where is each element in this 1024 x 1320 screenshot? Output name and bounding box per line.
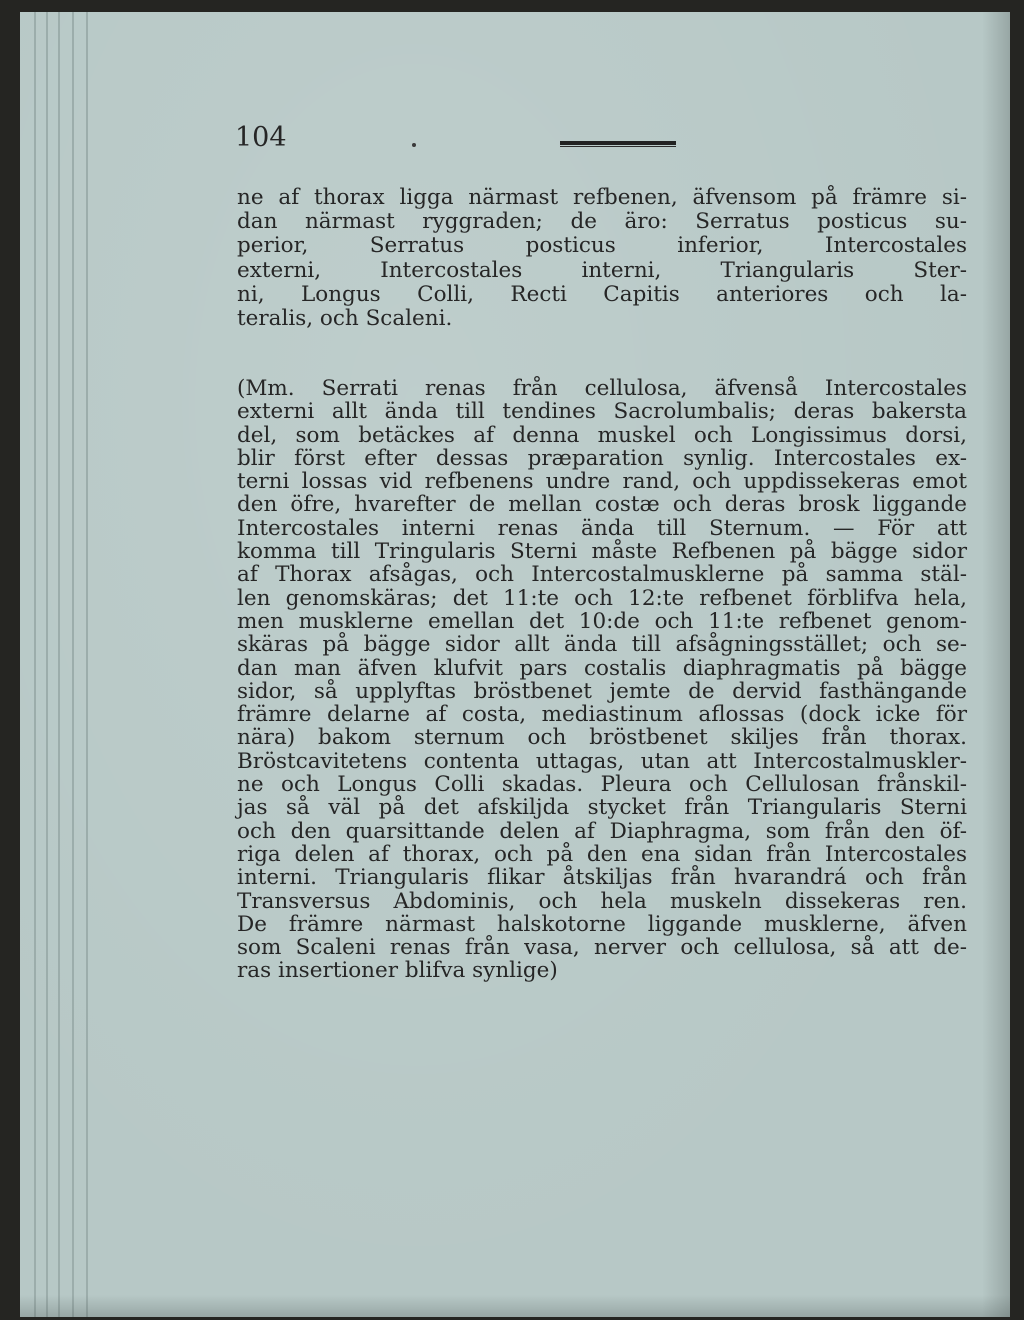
page-bottom-shadow xyxy=(20,1295,1010,1317)
text-line: blir först efter dessas præparation synlig. Intercostales ex- xyxy=(237,445,967,471)
text-line: (Mm. Serrati renas från cellulosa, äfvenså Intercostales xyxy=(237,376,967,401)
text-line: dan närmast ryggraden; de äro: Serratus posticus su- xyxy=(237,209,967,235)
text-line: riga delen af thorax, och på den ena sidan från Intercostales xyxy=(237,841,967,867)
paragraph-1 xyxy=(237,186,967,331)
page-edge-line xyxy=(58,12,60,1317)
text-line: ne och Longus Colli skadas. Pleura och Cellulosan frånskil- xyxy=(237,772,967,798)
header-rule xyxy=(560,141,676,147)
text-line: ras insertioner blifva synlige) xyxy=(237,958,558,984)
text-line: komma till Tringularis Sterni måste Refbenen på bägge sidor xyxy=(237,539,967,565)
page-number: 104 xyxy=(235,122,287,153)
text-line: externi allt ända till tendines Sacrolumbalis; deras bakersta xyxy=(237,399,967,425)
text-line: skäras på bägge sidor allt ända till afsågningsstället; och se- xyxy=(237,632,967,658)
text-line: len genomskäras; det 11:te och 12:te refbenet förblifva hela, xyxy=(237,585,967,611)
text-line: De främre närmast halskotorne liggande musklerne, äfven xyxy=(237,911,967,937)
text-line: perior, Serratus posticus inferior, Intercostales xyxy=(237,233,967,259)
text-line: del, som betäckes af denna muskel och Longissimus dorsi, xyxy=(237,422,967,448)
text-line: teralis, och Scaleni. xyxy=(237,306,453,332)
text-line: Bröstcavitetens contenta uttagas, utan att Intercostalmuskler- xyxy=(237,748,967,774)
paragraph-2 xyxy=(237,377,967,983)
text-line: dan man äfven klufvit pars costalis diaphragmatis på bägge xyxy=(237,655,967,681)
text-line: terni lossas vid refbenens undre rand, och uppdissekeras emot xyxy=(237,469,967,495)
page-edge-line xyxy=(34,12,36,1317)
text-line: interni. Triangularis flikar åtskiljas från hvarandrá och från xyxy=(237,865,967,891)
text-line: sidor, så upplyftas bröstbenet jemte de dervid fasthängande xyxy=(237,678,967,704)
text-line: ni, Longus Colli, Recti Capitis anteriores och la- xyxy=(237,281,967,307)
text-line: men musklerne emellan det 10:de och 11:te refbenet genom- xyxy=(237,608,967,634)
text-line: nära) bakom sternum och bröstbenet skiljes från thorax. xyxy=(237,725,967,751)
text-line: jas så väl på det afskiljda stycket från Triangularis Sterni xyxy=(237,795,967,821)
text-line: Intercostales interni renas ända till Sternum. — För att xyxy=(237,515,967,541)
text-line: som Scaleni renas från vasa, nerver och cellulosa, så att de- xyxy=(237,935,967,961)
page-edge-line xyxy=(86,12,88,1317)
text-line: den öfre, hvarefter de mellan costæ och deras brosk liggande xyxy=(237,492,967,518)
binding-fold xyxy=(982,12,1010,1317)
text-line: främre delarne af costa, mediastinum aflossas (dock icke för xyxy=(237,702,967,728)
page-edge-line xyxy=(72,12,74,1317)
page-edge-line xyxy=(46,12,48,1317)
header-dot xyxy=(412,143,416,147)
text-line: af Thorax afsågas, och Intercostalmusklerne på samma stäl- xyxy=(237,562,967,588)
text-line: externi, Intercostales interni, Triangularis Ster- xyxy=(237,257,967,283)
text-line: Transversus Abdominis, och hela muskeln dissekeras ren. xyxy=(237,888,967,914)
text-line: ne af thorax ligga närmast refbenen, äfvensom på främre si- xyxy=(237,185,967,210)
text-line: och den quarsittande delen af Diaphragma, som från den öf- xyxy=(237,818,967,844)
